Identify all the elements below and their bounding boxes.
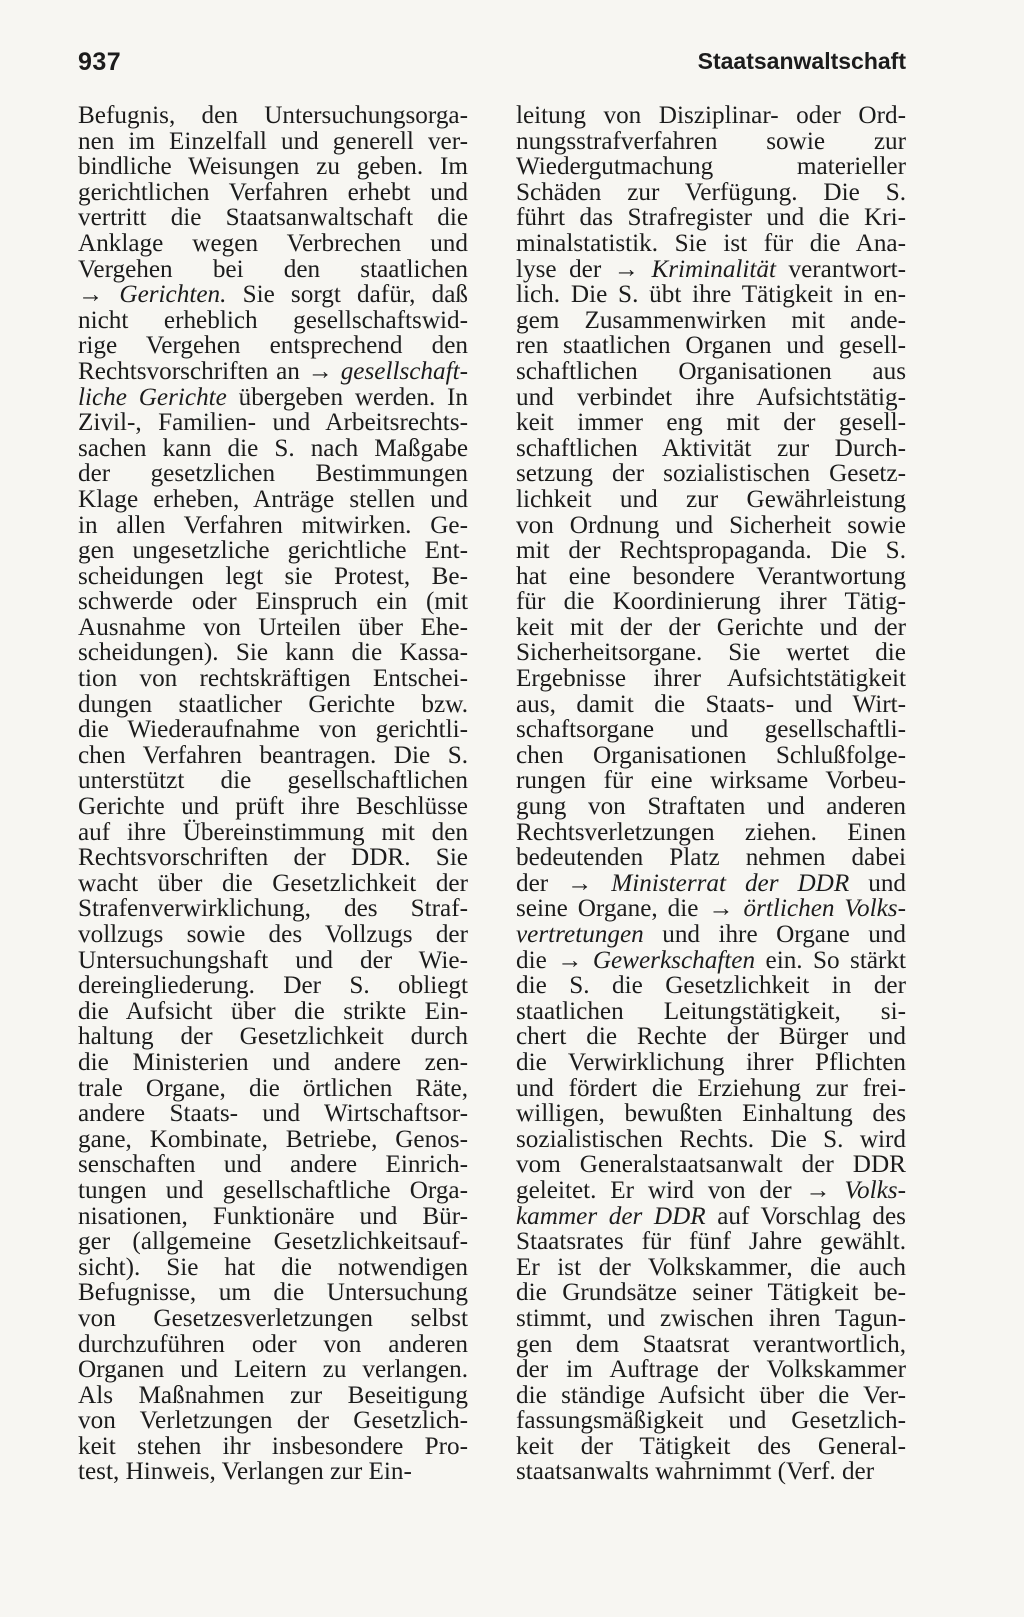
text-line bbox=[516, 487, 906, 513]
cross-reference: vertretungen bbox=[516, 921, 644, 948]
cross-reference: Gewerkschaften bbox=[592, 946, 756, 974]
text-segment: setzung der sozialistischen Gesetz- bbox=[516, 460, 906, 488]
text-line bbox=[78, 180, 468, 206]
text-line bbox=[516, 180, 906, 206]
text-segment: test, Hinweis, Verlangen zur Ein- bbox=[78, 1458, 412, 1486]
running-head: Staatsanwaltschaft bbox=[697, 48, 906, 74]
text-segment: die Aufsicht über die strikte Ein- bbox=[78, 997, 468, 1025]
text-segment: ein. So stärkt bbox=[755, 946, 906, 974]
text-segment: Ausnahme von Urteilen über Ehe- bbox=[78, 613, 468, 641]
text-line bbox=[516, 1152, 906, 1178]
text-segment: dereingliederung. Der S. obliegt bbox=[78, 972, 468, 1000]
text-line bbox=[78, 922, 468, 948]
text-line bbox=[78, 333, 468, 359]
text-line bbox=[78, 999, 468, 1025]
text-segment: lyse der → bbox=[516, 255, 652, 283]
text-column-right bbox=[516, 103, 906, 1485]
text-segment: keit immer eng mit der gesell- bbox=[516, 409, 906, 437]
text-line bbox=[516, 513, 906, 539]
text-segment: scheidungen legt sie Protest, Be- bbox=[78, 562, 468, 590]
text-segment: haltung der Gesetzlichkeit durch bbox=[78, 1023, 468, 1051]
text-line bbox=[78, 1434, 468, 1460]
text-line bbox=[78, 871, 468, 897]
text-line bbox=[516, 973, 906, 999]
text-segment: Befugnisse, um die Untersuchung bbox=[78, 1279, 468, 1307]
text-line bbox=[78, 129, 468, 155]
text-line bbox=[516, 103, 906, 129]
text-line bbox=[516, 333, 906, 359]
text-line bbox=[516, 743, 906, 769]
text-line bbox=[78, 154, 468, 180]
text-segment: und bbox=[849, 869, 906, 897]
text-line bbox=[78, 513, 468, 539]
text-segment: führt das Strafregister und die Kri- bbox=[516, 204, 906, 232]
text-line bbox=[516, 768, 906, 794]
text-segment: tungen und gesellschaftliche Orga- bbox=[78, 1176, 468, 1204]
text-line bbox=[516, 922, 906, 948]
text-segment: geleitet. Er wird von der → bbox=[516, 1176, 845, 1204]
text-line bbox=[78, 1076, 468, 1102]
text-line bbox=[516, 1229, 906, 1255]
text-line bbox=[516, 666, 906, 692]
text-line bbox=[78, 282, 468, 308]
text-line bbox=[516, 1408, 906, 1434]
text-line bbox=[516, 1050, 906, 1076]
text-segment: die Verwirklichung ihrer Pflichten bbox=[516, 1048, 906, 1076]
text-line bbox=[516, 1101, 906, 1127]
text-line bbox=[78, 973, 468, 999]
text-segment: staatsanwalts wahrnimmt (Verf. der bbox=[516, 1458, 875, 1486]
text-segment: Klage erheben, Anträge stellen und bbox=[78, 485, 468, 513]
text-segment: von Verletzungen der Gesetzlich- bbox=[78, 1407, 468, 1435]
text-line bbox=[78, 359, 468, 385]
text-segment: Anklage wegen Verbrechen und bbox=[78, 229, 468, 257]
text-segment: Vergehen bei den staatlichen bbox=[78, 255, 468, 283]
text-segment: der im Auftrage der Volkskammer bbox=[516, 1356, 906, 1384]
cross-reference: Kriminalität bbox=[651, 255, 776, 283]
text-line bbox=[516, 308, 906, 334]
text-segment: rige Vergehen entsprechend den bbox=[78, 332, 468, 360]
text-segment: mit der Rechtspropaganda. Die S. bbox=[516, 537, 906, 565]
text-line bbox=[516, 359, 906, 385]
text-line bbox=[78, 487, 468, 513]
text-segment: der gesetzlichen Bestimmungen bbox=[78, 460, 468, 488]
text-line bbox=[516, 1024, 906, 1050]
cross-reference: Ministerrat der DDR bbox=[611, 869, 850, 897]
text-line bbox=[78, 257, 468, 283]
text-segment: schaftsorgane und gesellschaftli- bbox=[516, 716, 906, 744]
text-line bbox=[516, 1306, 906, 1332]
text-segment: durchzuführen oder von anderen bbox=[78, 1330, 468, 1358]
text-segment: nen im Einzelfall und generell ver- bbox=[78, 127, 468, 155]
text-line bbox=[516, 1204, 906, 1230]
text-segment: vom Generalstaatsanwalt der DDR bbox=[516, 1151, 906, 1179]
text-line bbox=[516, 538, 906, 564]
text-segment: leitung von Disziplinar- oder Ord- bbox=[516, 102, 906, 129]
text-segment: und ihre Organe und bbox=[643, 921, 906, 948]
text-segment: sachen kann die S. nach Maßgabe bbox=[78, 434, 468, 462]
text-segment: lich. Die S. übt ihre Tätigkeit in en- bbox=[516, 281, 906, 309]
text-line bbox=[516, 1127, 906, 1153]
text-segment: die Wiederaufnahme von gerichtli- bbox=[78, 716, 468, 744]
text-segment: andere Staats- und Wirtschaftsor- bbox=[78, 1100, 468, 1128]
cross-reference: liche Gerichte bbox=[78, 383, 227, 411]
text-segment: gen dem Staatsrat verantwortlich, bbox=[516, 1330, 906, 1358]
text-segment: und fördert die Erziehung zur frei- bbox=[516, 1074, 906, 1102]
text-segment: hat eine besondere Verantwortung bbox=[516, 562, 906, 590]
text-segment: Rechtsvorschriften an → bbox=[78, 357, 341, 385]
text-line bbox=[516, 896, 906, 922]
text-segment: Sicherheitsorgane. Sie wertet die bbox=[516, 639, 906, 667]
text-segment: sicht). Sie hat die notwendigen bbox=[78, 1253, 468, 1281]
text-segment: Rechtsvorschriften der DDR. Sie bbox=[78, 844, 468, 872]
text-segment: und verbindet ihre Aufsichtstätig- bbox=[516, 383, 906, 411]
text-line bbox=[78, 1178, 468, 1204]
text-segment: tion von rechtskräftigen Entschei- bbox=[78, 665, 468, 693]
text-segment: Befugnis, den Untersuchungsorga- bbox=[78, 102, 468, 129]
text-segment: Strafenverwirklichung, des Straf- bbox=[78, 895, 468, 923]
text-line bbox=[78, 717, 468, 743]
text-line bbox=[78, 615, 468, 641]
cross-reference: gesellschaft- bbox=[340, 357, 468, 385]
text-segment: chert die Rechte der Bürger und bbox=[516, 1023, 906, 1051]
text-line bbox=[78, 1383, 468, 1409]
text-line bbox=[78, 538, 468, 564]
text-segment: gane, Kombinate, Betriebe, Genos- bbox=[78, 1125, 468, 1153]
text-line bbox=[78, 820, 468, 846]
text-segment: Sie sorgt dafür, daß bbox=[226, 281, 469, 309]
text-line bbox=[78, 589, 468, 615]
text-segment: nicht erheblich gesellschaftswid- bbox=[78, 306, 468, 334]
text-line bbox=[516, 461, 906, 487]
text-line bbox=[516, 820, 906, 846]
text-line bbox=[78, 1204, 468, 1230]
text-line bbox=[516, 1332, 906, 1358]
text-segment: Als Maßnahmen zur Beseitigung bbox=[78, 1381, 468, 1409]
text-line bbox=[78, 794, 468, 820]
text-segment: stimmt, und zwischen ihren Tagun- bbox=[516, 1304, 906, 1332]
text-segment: chen Verfahren beantragen. Die S. bbox=[78, 741, 468, 769]
text-segment: bindliche Weisungen zu geben. Im bbox=[78, 153, 468, 181]
text-column-left bbox=[78, 103, 468, 1485]
text-line bbox=[516, 615, 906, 641]
text-line bbox=[78, 948, 468, 974]
text-line bbox=[516, 871, 906, 897]
text-segment: der → bbox=[516, 869, 612, 897]
text-segment: dungen staatlicher Gerichte bzw. bbox=[78, 690, 468, 718]
text-segment: von Gesetzesverletzungen selbst bbox=[78, 1304, 468, 1332]
text-line bbox=[516, 692, 906, 718]
text-segment: minalstatistik. Sie ist für die Ana- bbox=[516, 229, 906, 257]
text-segment: ger (allgemeine Gesetzlichkeitsauf- bbox=[78, 1228, 468, 1256]
text-line bbox=[516, 948, 906, 974]
text-segment: vertritt die Staatsanwaltschaft die bbox=[78, 204, 468, 232]
text-segment: nisationen, Funktionäre und Bür- bbox=[78, 1202, 468, 1230]
text-line bbox=[516, 1383, 906, 1409]
text-line bbox=[516, 154, 906, 180]
text-segment: lichkeit und zur Gewährleistung bbox=[516, 485, 906, 513]
text-line bbox=[78, 896, 468, 922]
text-segment: fassungsmäßigkeit und Gesetzlich- bbox=[516, 1407, 906, 1435]
text-line bbox=[78, 1332, 468, 1358]
text-line bbox=[516, 1357, 906, 1383]
text-line bbox=[78, 1152, 468, 1178]
text-line bbox=[78, 385, 468, 411]
text-line bbox=[78, 1127, 468, 1153]
text-line bbox=[78, 1408, 468, 1434]
text-line bbox=[516, 845, 906, 871]
text-line bbox=[78, 410, 468, 436]
text-line bbox=[78, 692, 468, 718]
cross-reference: Volks- bbox=[844, 1176, 906, 1204]
text-line bbox=[78, 1280, 468, 1306]
text-line bbox=[516, 257, 906, 283]
cross-reference: örtlichen Volks- bbox=[743, 895, 906, 923]
text-segment: Er ist der Volkskammer, die auch bbox=[516, 1253, 906, 1281]
text-segment: scheidungen). Sie kann die Kassa- bbox=[78, 639, 468, 667]
text-line bbox=[78, 1229, 468, 1255]
text-segment: chen Organisationen Schlußfolge- bbox=[516, 741, 906, 769]
text-line bbox=[516, 640, 906, 666]
text-line bbox=[516, 410, 906, 436]
text-line bbox=[516, 564, 906, 590]
text-line bbox=[78, 1306, 468, 1332]
text-segment: gung von Straftaten und anderen bbox=[516, 793, 906, 821]
text-segment: in allen Verfahren mitwirken. Ge- bbox=[78, 511, 468, 539]
text-line bbox=[78, 743, 468, 769]
text-segment: Schäden zur Verfügung. Die S. bbox=[516, 178, 906, 206]
text-segment: Gerichte und prüft ihre Beschlüsse bbox=[78, 793, 468, 821]
text-line bbox=[78, 436, 468, 462]
text-segment: keit der Tätigkeit des General- bbox=[516, 1432, 906, 1460]
text-segment: schaftlichen Aktivität zur Durch- bbox=[516, 434, 906, 462]
page-number: 937 bbox=[78, 48, 122, 76]
text-segment: Wiedergutmachung materieller bbox=[516, 153, 906, 181]
text-segment: Rechtsverletzungen ziehen. Einen bbox=[516, 818, 906, 846]
text-line bbox=[78, 1024, 468, 1050]
text-segment: auf Vorschlag des bbox=[705, 1202, 906, 1230]
text-line bbox=[78, 564, 468, 590]
text-line bbox=[78, 1357, 468, 1383]
text-segment: die → bbox=[516, 946, 593, 974]
text-segment: Zivil-, Familien- und Arbeitsrechts- bbox=[78, 409, 468, 437]
text-segment: sozialistischen Rechts. Die S. wird bbox=[516, 1125, 906, 1153]
text-segment: gerichtlichen Verfahren erhebt und bbox=[78, 178, 468, 206]
text-segment: nungsstrafverfahren sowie zur bbox=[516, 127, 906, 155]
text-segment: schwerde oder Einspruch ein (mit bbox=[78, 588, 468, 616]
text-segment: gem Zusammenwirken mit ande- bbox=[516, 306, 906, 334]
text-segment: die Ministerien und andere zen- bbox=[78, 1048, 468, 1076]
text-line bbox=[516, 717, 906, 743]
cross-reference: kammer der DDR bbox=[516, 1202, 706, 1230]
text-segment: aus, damit die Staats- und Wirt- bbox=[516, 690, 906, 718]
text-segment: wacht über die Gesetzlichkeit der bbox=[78, 869, 468, 897]
text-line bbox=[516, 231, 906, 257]
text-line bbox=[516, 999, 906, 1025]
text-line bbox=[516, 1280, 906, 1306]
text-line bbox=[78, 1459, 468, 1485]
text-segment: die S. die Gesetzlichkeit in der bbox=[516, 972, 906, 1000]
cross-reference: Gerichten. bbox=[119, 281, 227, 309]
text-line bbox=[516, 1255, 906, 1281]
text-segment: willigen, bewußten Einhaltung des bbox=[516, 1100, 906, 1128]
text-segment: keit stehen ihr insbesondere Pro- bbox=[78, 1432, 468, 1460]
text-segment: ren staatlichen Organen und gesell- bbox=[516, 332, 906, 360]
text-segment: von Ordnung und Sicherheit sowie bbox=[516, 511, 906, 539]
text-line bbox=[516, 129, 906, 155]
text-line bbox=[78, 308, 468, 334]
text-segment: seine Organe, die → bbox=[516, 895, 744, 923]
text-segment: auf ihre Übereinstimmung mit den bbox=[78, 818, 468, 846]
text-line bbox=[78, 1101, 468, 1127]
text-segment: staatlichen Leitungstätigkeit, si- bbox=[516, 997, 906, 1025]
text-line bbox=[516, 1434, 906, 1460]
text-segment: Ergebnisse ihrer Aufsichtstätigkeit bbox=[516, 665, 906, 693]
text-segment: die ständige Aufsicht über die Ver- bbox=[516, 1381, 906, 1409]
text-line bbox=[78, 461, 468, 487]
text-segment: gen ungesetzliche gerichtliche Ent- bbox=[78, 537, 468, 565]
text-line bbox=[78, 231, 468, 257]
text-line bbox=[516, 282, 906, 308]
text-line bbox=[516, 794, 906, 820]
text-line bbox=[78, 205, 468, 231]
text-line bbox=[516, 1459, 906, 1485]
text-line bbox=[78, 1255, 468, 1281]
text-segment: übergeben werden. In bbox=[226, 383, 468, 411]
text-segment: rungen für eine wirksame Vorbeu- bbox=[516, 767, 906, 795]
text-line bbox=[516, 1178, 906, 1204]
text-segment: bedeutenden Platz nehmen dabei bbox=[516, 844, 906, 872]
text-line bbox=[516, 1076, 906, 1102]
text-line bbox=[78, 640, 468, 666]
text-segment: vollzugs sowie des Vollzugs der bbox=[78, 921, 468, 948]
text-segment: Untersuchungshaft und der Wie- bbox=[78, 946, 468, 974]
text-line bbox=[78, 845, 468, 871]
page-header bbox=[0, 0, 1024, 110]
text-line bbox=[516, 385, 906, 411]
text-segment: Staatsrates für fünf Jahre gewählt. bbox=[516, 1228, 906, 1256]
text-line bbox=[516, 205, 906, 231]
text-line bbox=[78, 103, 468, 129]
text-segment: → bbox=[78, 281, 120, 309]
text-segment: keit mit der der Gerichte und der bbox=[516, 613, 906, 641]
text-segment: schaftlichen Organisationen aus bbox=[516, 357, 906, 385]
text-segment: die Grundsätze seiner Tätigkeit be- bbox=[516, 1279, 906, 1307]
text-segment: verantwort- bbox=[776, 255, 906, 283]
text-line bbox=[78, 1050, 468, 1076]
text-line bbox=[78, 768, 468, 794]
text-line bbox=[516, 589, 906, 615]
text-segment: für die Koordinierung ihrer Tätig- bbox=[516, 588, 906, 616]
text-line bbox=[516, 436, 906, 462]
text-segment: trale Organe, die örtlichen Räte, bbox=[78, 1074, 468, 1102]
text-segment: senschaften und andere Einrich- bbox=[78, 1151, 468, 1179]
text-segment: Organen und Leitern zu verlangen. bbox=[78, 1356, 468, 1384]
text-segment: unterstützt die gesellschaftlichen bbox=[78, 767, 468, 795]
text-line bbox=[78, 666, 468, 692]
